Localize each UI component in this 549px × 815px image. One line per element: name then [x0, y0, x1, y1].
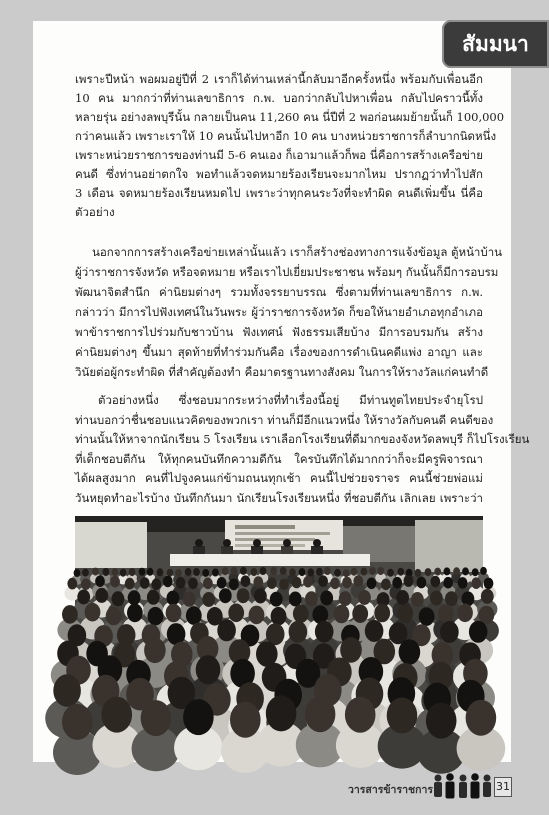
audience-head [128, 590, 141, 605]
audience-head [196, 655, 221, 684]
text-line: ตัวอย่าง [75, 205, 115, 219]
audience [45, 567, 505, 775]
audience-head [411, 592, 424, 607]
audience-head [434, 568, 441, 576]
audience-head [163, 576, 173, 588]
audience-head [289, 621, 308, 643]
audience-head [85, 603, 101, 622]
audience-head [202, 569, 209, 577]
audience-head [230, 702, 261, 738]
audience-head [443, 577, 453, 589]
audience-head [183, 592, 196, 607]
audience-head [481, 589, 494, 604]
audience-head [186, 606, 202, 625]
section-tab [442, 20, 549, 68]
journal-title: วารสารข้าราชการ [348, 784, 434, 796]
audience-head [112, 591, 125, 606]
audience-head [176, 577, 186, 589]
audience-head [462, 567, 469, 575]
audience-head [303, 576, 313, 588]
audience-head [175, 569, 182, 577]
audience-head [367, 578, 377, 590]
audience-head [320, 591, 333, 606]
text-line: กล่าวว่า มีการไปฟังเทศน์ในวันพระ ผู้ว่าราชการจังหวัด ก็ขอให้นายอำเภอทุกอำเภอ [75, 305, 483, 319]
audience-head [466, 700, 497, 736]
audience-head [392, 577, 402, 589]
audience-head [129, 568, 136, 576]
audience-head [95, 575, 105, 587]
audience-head [279, 579, 289, 591]
audience-head [166, 604, 182, 623]
audience-head [377, 567, 384, 575]
audience-head [438, 604, 454, 623]
text-line: 10 คน มากกว่าที่ท่านเลขาธิการ ก.พ. บอกว่ากลับไปหาเพื่อน กลับไปคราวนี้ทั้ง [75, 91, 483, 105]
text-line: ท่านนั้นให้หาจากนักเรียน 5 โรงเรียน เราเลือกโรงเรียนที่ดีมากของจังหวัดลพบุรี ก็ไปโรงเรียน [75, 432, 530, 446]
audience-head [471, 577, 481, 589]
audience-head [253, 576, 263, 588]
text-line: เพราะหน่วยราชการของท่านมี 5-6 คนเอง ก็เอามาแล้วก็พอ นี่คือการสร้างเครือข่าย [75, 148, 483, 162]
audience-head [387, 569, 394, 577]
audience-head [219, 588, 232, 603]
audience-head [231, 567, 238, 575]
audience-head [361, 568, 368, 576]
audience-head [292, 577, 302, 589]
audience-head [240, 567, 247, 575]
audience-head [330, 578, 340, 590]
audience-head [469, 621, 488, 643]
audience-head [260, 567, 267, 575]
audience-head [299, 568, 306, 576]
text-line: นอกจากการสร้างเครือข่ายเหล่านั้นแล้ว เราก็สร้างช่องทางการแจ้งข้อมูล ตู้หน้าบ้าน [92, 245, 503, 259]
audience-head [217, 619, 236, 641]
audience-head [229, 579, 239, 591]
audience-head [62, 605, 78, 624]
head-table [170, 554, 370, 566]
audience-head [374, 604, 390, 623]
audience-head [193, 568, 200, 576]
projection-screen [75, 522, 147, 568]
audience-head [95, 588, 108, 603]
audience-head [343, 569, 350, 577]
audience-head [202, 592, 215, 607]
audience-head [127, 604, 143, 623]
text-line: ตัวอย่างหนึ่ง ซึ่งชอบมากระหว่างที่ทำเรื่องนี้อยู่ มีท่านทูตไทยประจำยุโรป [98, 393, 483, 407]
audience-head [254, 589, 267, 604]
audience-head [151, 579, 161, 591]
text-line: หลายรุ่น อย่างลพบุรีนั้น กลายเป็นคน 11,260 คน นี่ปีที่ 2 พอก่อนผมย้ายนั้นก็ 100,000 [75, 110, 505, 124]
audience-head [148, 607, 164, 626]
audience-head [358, 590, 371, 605]
audience-head [444, 567, 451, 575]
audience-head [342, 577, 352, 589]
audience-head [480, 567, 487, 575]
audience-head [345, 697, 376, 733]
audience-head [440, 621, 459, 643]
audience-head [217, 577, 227, 589]
audience-head [484, 578, 494, 590]
text-line: พัฒนาจิตสำนึก ค่านิยมต่างๆ รวมทั้งจรรยาบรรณ ซึ่งตามที่ท่านเลขาธิการ ก.พ. [75, 285, 483, 299]
page-number: 31 [494, 777, 512, 797]
audience-head [203, 578, 213, 590]
audience-head [316, 568, 323, 576]
audience-head [185, 568, 192, 576]
audience-head [334, 569, 341, 577]
audience-head [53, 674, 81, 707]
audience-head [167, 591, 180, 606]
audience-head [183, 699, 214, 735]
audience-head [426, 703, 457, 739]
audience-head [353, 575, 363, 587]
audience-head [387, 698, 418, 734]
text-line: ได้ผลสูงมาก คนที่ไปจูงคนแก่ข้ามถนนทุกเช้า คนนี้ไปช่วยจราจร คนนี้ช่วยพ่อแม่ [75, 471, 483, 485]
audience-head [267, 577, 277, 589]
audience-head [102, 697, 133, 733]
audience-head [251, 568, 258, 576]
text-line: 3 เดือน จดหมายร้องเรียนหมดไป เพราะว่าทุกคนระวังที่จะทำผิด คนดีเพิ่มขึ้น นี่คือ [75, 186, 483, 200]
audience-head [280, 567, 287, 575]
text-line: ท่านบอกว่าชื่นชอบแนวคิดของพวกเรา ท่านก็มีอีกแนวหนึ่ง ให้รางวัลกับคนดี คนดีของ [75, 412, 494, 427]
audience-head [92, 568, 99, 576]
seminar-photo [75, 516, 483, 706]
text-line: คนดี ซึ่งท่านอย่าตกใจ พอทำแล้วจดหมายร้องเรียนจะมากไหม ปรากฏว่าทำไปสัก [75, 167, 483, 181]
audience-head [77, 590, 90, 605]
audience-head [472, 568, 479, 576]
audience-head [188, 578, 198, 590]
audience-head [457, 604, 473, 623]
audience-head [381, 579, 391, 591]
audience-head [271, 607, 287, 626]
audience-head [351, 568, 358, 576]
audience-head [445, 591, 458, 606]
audience-head [270, 567, 277, 575]
audience-head [369, 567, 376, 575]
audience-head [324, 567, 331, 575]
audience-head [144, 638, 166, 664]
audience-head [315, 621, 334, 643]
section-tab-label: สัมมนา [462, 31, 529, 56]
audience-head [270, 592, 283, 607]
text-line: วินัยต่อผู้กระทำผิด ที่สำคัญต้องทำ คือมาตรฐานทางสังคม ในการให้รางวัลแก่คนทำดี [75, 365, 489, 379]
audience-head [334, 605, 350, 624]
audience-head [141, 700, 172, 736]
audience-head [237, 588, 250, 603]
audience-head [289, 592, 302, 607]
audience-head [266, 695, 297, 731]
audience-head [147, 590, 160, 605]
audience-head [397, 604, 413, 623]
audience-head [212, 569, 219, 577]
audience-head [399, 639, 421, 665]
audience-head [419, 607, 435, 626]
audience-head [74, 569, 81, 577]
text-line: วันหยุดทำอะไรบ้าง บันทึกกันมา นักเรียนโรงเรียนหนึ่ง ที่ชอบตีกัน เลิกเลย เพราะว่า [75, 490, 483, 505]
audience-head [157, 568, 164, 576]
text-line: ค่านิยมต่างๆ ขึ้นมา สุดท้ายที่ทำร่วมกันคือ เรื่องของการดำเนินคดีแพ่ง อาญา และ [75, 345, 483, 359]
audience-head [396, 590, 409, 605]
audience-head [289, 568, 296, 576]
audience-head [404, 575, 414, 587]
audience-head [307, 568, 314, 576]
audience-head [425, 568, 432, 576]
paragraph-1 [75, 70, 505, 222]
audience-head [305, 696, 336, 732]
audience-head [365, 620, 384, 642]
audience-head [110, 576, 120, 588]
audience-head [81, 578, 91, 590]
audience-head [167, 569, 174, 577]
audience-head [112, 568, 119, 576]
paragraph-2 [75, 242, 503, 382]
audience-head [430, 591, 443, 606]
audience-head [305, 591, 318, 606]
audience-head [241, 575, 251, 587]
audience-head [415, 569, 422, 577]
audience-head [352, 604, 368, 623]
audience-head [147, 568, 154, 576]
audience-head [120, 569, 127, 577]
text-line: ที่เด็กชอบตีกัน ให้ทุกคนบันทึกความดีกัน ใครบันทึกได้มากกว่าก็จะมีครูพิจารณา [75, 451, 483, 466]
text-line: พาข้าราชการไปร่วมกับชาวบ้าน ฟังเทศน์ ฟังธรรมเสียบ้าง มีการอบรมกัน สร้าง [75, 325, 483, 339]
text-line: กว่าคนแล้ว เพราะเราให้ 10 คนนั้นไปหาอีก 10 คน บางหน่วยราชการก็ลำบากนิดหนึ่ง [75, 129, 497, 143]
audience-head [228, 604, 244, 623]
seminar-photo-frame [75, 516, 483, 706]
audience-head [430, 576, 440, 588]
audience-head [339, 591, 352, 606]
window-light [415, 520, 483, 572]
audience-head [139, 568, 146, 576]
audience-head [458, 577, 468, 589]
text-line: เพราะปีหน้า พอผมอยู่ปีที่ 2 เราก็ได้ท่านเหล่านี้กลับมาอีกครั้งหนึ่ง พร้อมกับเพื่อนอีก [75, 72, 483, 86]
people-group-icon [432, 773, 494, 801]
text-line: ผู้ว่าราชการจังหวัด หรือจดหมาย หรือเราไปเยี่ยมประชาชน พร้อมๆ กันนั้นก็มีการอบรม [75, 265, 499, 279]
audience-head [293, 604, 309, 623]
audience-head [318, 575, 328, 587]
audience-head [106, 607, 122, 626]
audience-head [222, 567, 229, 575]
audience-head [140, 577, 150, 589]
audience-head [82, 569, 89, 577]
audience-head [249, 606, 265, 625]
audience-head [103, 568, 110, 576]
audience-head [417, 577, 427, 589]
audience-head [67, 578, 77, 590]
audience-head [397, 568, 404, 576]
audience-head [125, 578, 135, 590]
paragraph-3 [75, 391, 530, 508]
audience-head [62, 704, 93, 740]
audience-head [453, 567, 460, 575]
